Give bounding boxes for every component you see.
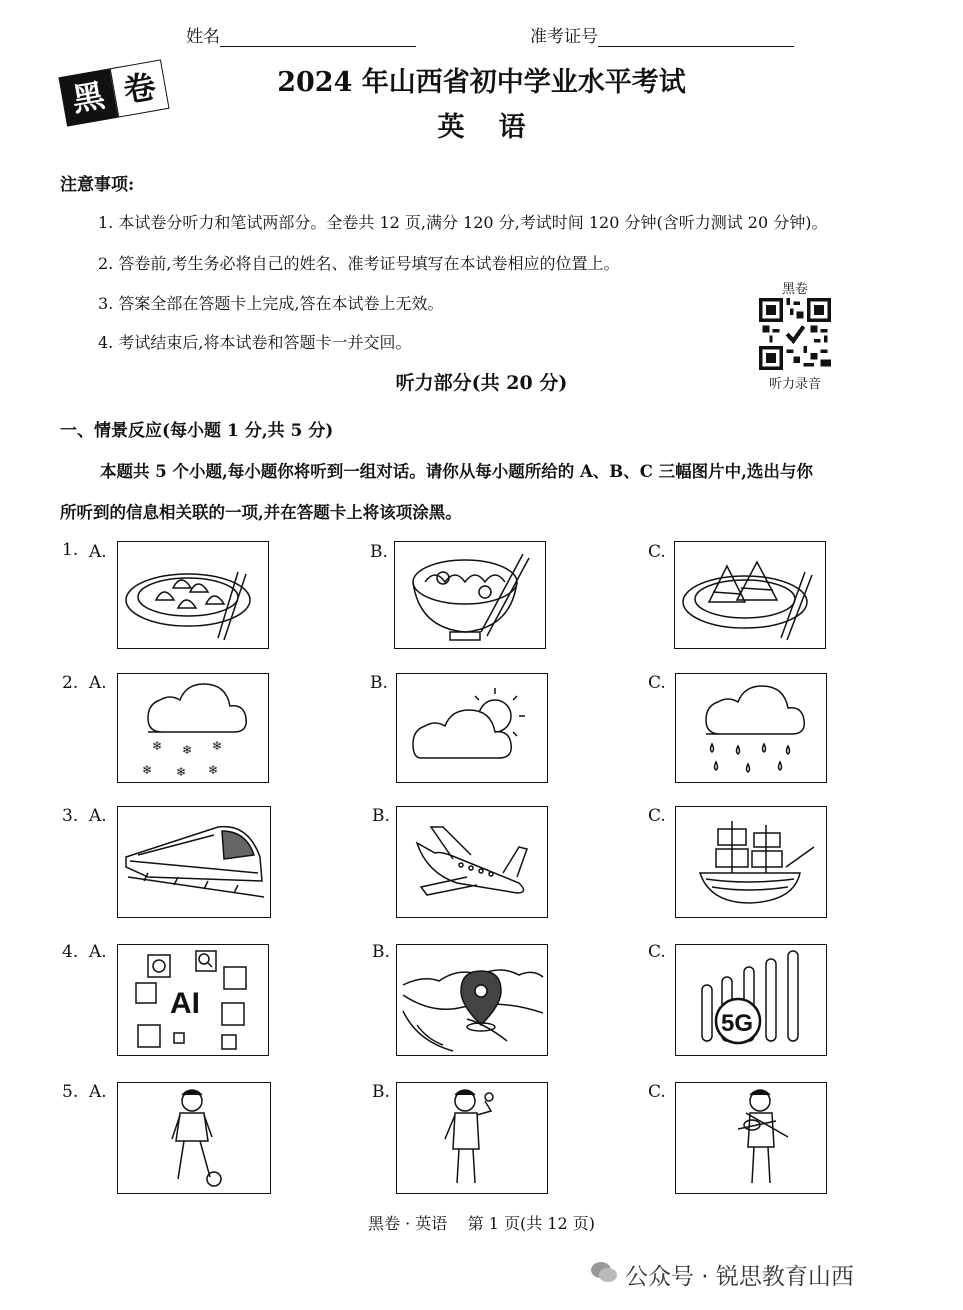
dumplings-icon[interactable] (117, 541, 269, 649)
option-letter: B. (370, 673, 388, 693)
question-number: 3. (62, 806, 79, 826)
option-letter: A. (89, 942, 107, 962)
boy-football-icon[interactable] (117, 1082, 271, 1194)
question-number: 5. (62, 1082, 79, 1102)
option-letter: C. (648, 806, 666, 826)
listening-section-title: 听力部分(共 20 分) (395, 372, 568, 394)
name-blank (220, 28, 416, 47)
plane-icon[interactable] (396, 806, 548, 918)
option-letter: A. (89, 673, 107, 693)
five-g-text: 5G (721, 1010, 754, 1037)
snow-icon[interactable] (117, 673, 269, 783)
svg-text:❄: ❄ (176, 765, 187, 779)
svg-text:❄: ❄ (152, 739, 163, 753)
qr-top-label: 黑卷 (781, 282, 808, 297)
exam-title: 2024 年山西省初中学业水平考试 (277, 67, 686, 98)
option-letter: A. (89, 1082, 107, 1102)
rain-icon[interactable] (675, 673, 827, 783)
note-item-3: 3. 答案全部在答题卡上完成,答在本试卷上无效。 (98, 294, 444, 313)
exam-id-blank (598, 28, 794, 47)
subject-title: 英语 (437, 112, 560, 143)
train-icon[interactable] (117, 806, 271, 918)
option-letter: C. (648, 1082, 666, 1102)
instruction-line-1: 本题共 5 个小题,每小题你将听到一组对话。请你从每小题所给的 A、B、C 三幅图片中,选出与你 (100, 462, 813, 481)
stamp-char-2: 卷 (110, 59, 170, 117)
name-field (186, 22, 416, 47)
boy-violin-icon[interactable] (675, 1082, 827, 1194)
note-item-1: 1. 本试卷分听力和笔试两部分。全卷共 12 页,满分 120 分,考试时间 120 分钟(含听力测试 20 分钟)。 (98, 213, 828, 232)
notes-heading: 注意事项: (60, 175, 135, 195)
exam-id-label: 准考证号 (530, 27, 598, 47)
boy-singing-icon[interactable] (396, 1082, 548, 1194)
exam-id-field (530, 22, 794, 47)
option-letter: A. (89, 542, 107, 562)
question-number: 2. (62, 673, 79, 693)
option-letter: C. (648, 673, 666, 693)
page-footer: 黑卷 · 英语 第 1 页(共 12 页) (368, 1214, 595, 1233)
option-letter: B. (372, 1082, 390, 1102)
svg-text:❄: ❄ (182, 743, 193, 757)
name-label: 姓名 (186, 27, 220, 47)
question-number: 1. (62, 540, 79, 560)
instruction-line-2: 所听到的信息相关联的一项,并在答题卡上将该项涂黑。 (60, 503, 462, 522)
svg-text:❄: ❄ (212, 739, 223, 753)
question-number: 4. (62, 942, 79, 962)
option-letter: C. (648, 542, 666, 562)
qr-code-icon[interactable] (759, 298, 831, 370)
ai-icon[interactable] (117, 944, 269, 1056)
watermark-text: 公众号 · 锐思教育山西 (625, 1264, 854, 1290)
svg-text:❄: ❄ (208, 763, 219, 777)
ship-icon[interactable] (675, 806, 827, 918)
svg-text:❄: ❄ (142, 763, 153, 777)
zongzi-icon[interactable] (674, 541, 826, 649)
qr-bottom-label: 听力录音 (768, 377, 821, 392)
signal-5g-icon[interactable] (675, 944, 827, 1056)
wechat-icon (590, 1258, 618, 1286)
note-item-2: 2. 答卷前,考生务必将自己的姓名、准考证号填写在本试卷相应的位置上。 (98, 254, 620, 273)
option-letter: B. (372, 942, 390, 962)
option-letter: C. (648, 942, 666, 962)
part-one-title: 一、情景反应(每小题 1 分,共 5 分) (60, 421, 334, 441)
noodles-icon[interactable] (394, 541, 546, 649)
stamp-char-1: 黑 (58, 68, 118, 126)
map-pin-icon[interactable] (396, 944, 548, 1056)
note-item-4: 4. 考试结束后,将本试卷和答题卡一并交回。 (98, 333, 412, 352)
option-letter: B. (372, 806, 390, 826)
cloudy-sun-icon[interactable] (396, 673, 548, 783)
option-letter: A. (89, 806, 107, 826)
ai-text: AI (170, 987, 200, 1020)
option-letter: B. (370, 542, 388, 562)
